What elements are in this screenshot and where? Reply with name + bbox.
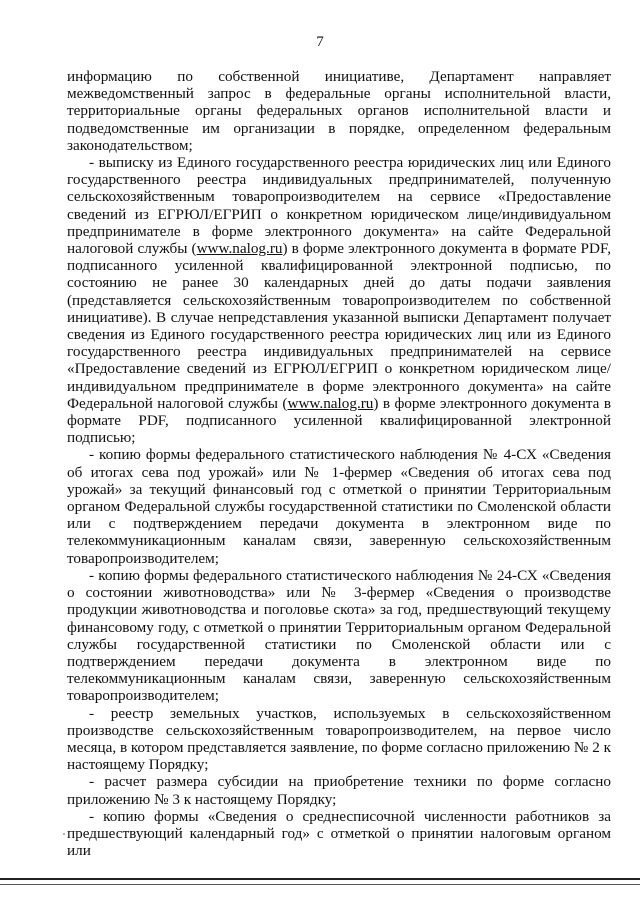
list-item-headcount-form: - копию формы «Сведения о среднесписочной численности работников за предшествующий календарный год» с отметкой о принятии налоговым органом или [67,807,611,860]
list-item-form-4sx: - копию формы федерального статистического наблюдения № 4-СХ «Сведения об итогах сева под урожай» или № 1-фермер «Сведения об итогах сева под урожай» за текущий финансовый год с отметкой о принятии Территориальным органом Федеральной службы государственной статистики по Смоленской области или с подтверждением передачи документа в электронном виде по телекоммуникационным каналам связи, заверенную сельскохозяйственным товаропроизводителем; [67,446,611,567]
nalog-link[interactable]: www.nalog.ru [287,394,374,412]
list-item-text: ) в форме электронного документа в формате PDF, подписанного усиленной квалифицированной электронной подписью; [67,394,611,447]
nalog-link[interactable]: www.nalog.ru [196,240,283,258]
scan-edge-line [0,878,640,880]
list-item-text: ) в форме электронного документа в формате PDF, подписанного усиленной квалифицированной электронной подписью, по состоянию не ранее 30 календарных дней до даты подачи заявления (представляется сельскохозяйственным товаропроизводителем по собственной инициативе). В случае непредставления указанной выписки Департамент получает сведения из Единого государственного реестра юридических лиц или из Единого государственного реестра индивидуальных предпринимателей на сервисе «Предоставление сведений из ЕГРЮЛ/ЕГРИП о конкретном юридическом лице/индивидуальном предпринимателе в форме электронного документа» на сайте Федеральной налоговой службы ( [67,240,611,412]
page-number: 7 [316,34,324,50]
list-item-land-registry: - реестр земельных участков, используемых в сельскохозяйственном производстве сельскохозяйственным товаропроизводителем, на первое число месяца, в котором представляется заявление, по форме согласно приложению № 2 к настоящему Порядку; [67,704,611,774]
scan-speck [63,833,65,835]
list-item-text: - выписку из Единого государственного реестра юридических лиц или Единого государственного реестра индивидуальных предпринимателей, полученную сельскохозяйственным товаропроизводителем на сервисе «Предоставление сведений из ЕГРЮЛ/ЕГРИП о конкретном юридическом лице/индивидуальном предпринимателе в форме электронного документа» на сайте Федеральной налоговой службы ( [67,154,611,258]
paragraph-continuation: информацию по собственной инициативе, Департамент направляет межведомственный запрос в федеральные органы исполнительной власти, территориальные органы федеральных органов исполнительной власти и подведомственные им организации в порядке, определенном федеральным законодательством; [67,68,611,154]
list-item-egrul-extract [67,154,611,446]
document-body [67,68,611,859]
list-item-form-24sx: - копию формы федерального статистического наблюдения № 24-СХ «Сведения о состоянии животноводства» или № 3-фермер «Сведения о производстве продукции животноводства и поголовье скота» за год, предшествующий текущему финансовому году, с отметкой о принятии Территориальным органом Федеральной службы государственной статистики по Смоленской области или с подтверждением передачи документа в электронном виде по телекоммуникационным каналам связи, заверенную сельскохозяйственным товаропроизводителем; [67,566,611,705]
scan-edge-line [0,884,640,885]
list-item-subsidy-calc: - расчет размера субсидии на приобретение техники по форме согласно приложению № 3 к настоящему Порядку; [67,773,611,808]
